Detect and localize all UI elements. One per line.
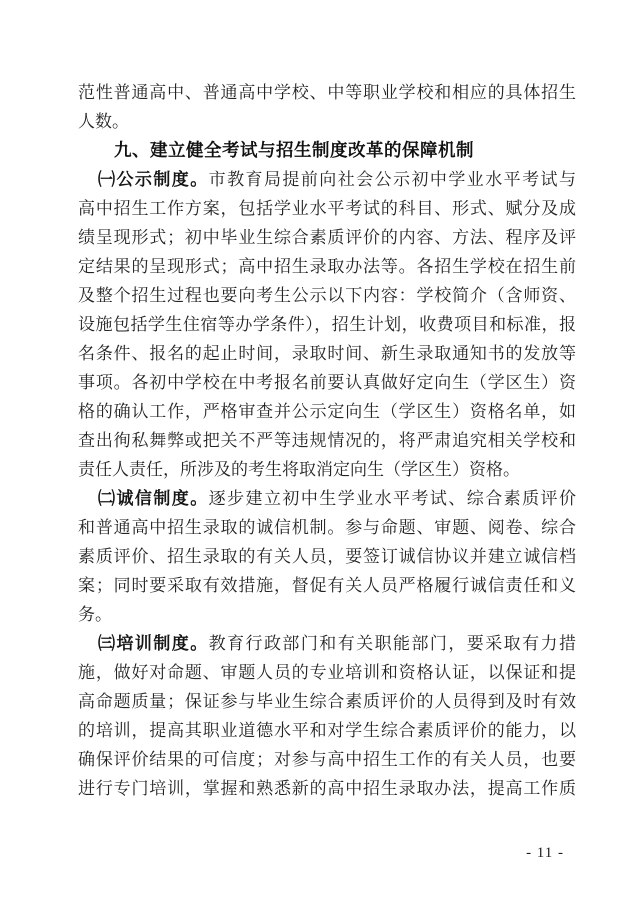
text-line: 人数。 (78, 112, 129, 131)
text-line: 确保评价结果的可信度；对参与高中招生工作的有关人员，也要 (78, 750, 576, 769)
text-line: 的培训，提高其职业道德水平和对学生综合素质评价的能力，以 (78, 721, 576, 740)
text-column (78, 78, 576, 803)
text-line: 名条件、报名的起止时间，录取时间、新生录取通知书的发放等 (78, 344, 576, 363)
page-number: - 11 - (526, 845, 564, 861)
paragraph-lead: ㈢培训制度。 (98, 634, 209, 653)
text-line: 和普通高中招生录取的诚信机制。参与命题、审题、阅卷、综合 (78, 518, 576, 537)
text-line: 绩呈现形式；初中毕业生综合素质评价的内容、方法、程序及评 (78, 228, 576, 247)
paragraph-lead: ㈡诚信制度。 (98, 489, 209, 508)
text-line: 务。 (78, 605, 112, 624)
text-line: ㈡诚信制度。逐步建立初中生学业水平考试、综合素质评价 (98, 489, 576, 508)
paragraph-lead: ㈠公示制度。 (98, 170, 209, 189)
text-line: 素质评价、招生录取的有关人员，要签订诚信协议并建立诚信档 (78, 547, 576, 566)
text-line: 查出徇私舞弊或把关不严等违规情况的，将严肃追究相关学校和 (78, 431, 576, 450)
text-line: 进行专门培训，掌握和熟悉新的高中招生录取办法，提高工作质 (78, 779, 576, 798)
text-line: 定结果的呈现形式；高中招生录取办法等。各招生学校在招生前 (78, 257, 576, 276)
text-line: 高中招生工作方案，包括学业水平考试的科目、形式、赋分及成 (78, 199, 576, 218)
section-heading: 九、建立健全考试与招生制度改革的保障机制 (114, 140, 474, 160)
text-line: ㈢培训制度。教育行政部门和有关职能部门，要采取有力措 (98, 634, 576, 653)
text-line: 施，做好对命题、审题人员的专业培训和资格认证，以保证和提 (78, 663, 576, 682)
text-line: 案；同时要采取有效措施，督促有关人员严格履行诚信责任和义 (78, 576, 576, 595)
text-line: ㈠公示制度。市教育局提前向社会公示初中学业水平考试与 (98, 170, 576, 189)
text-line: 高命题质量；保证参与毕业生综合素质评价的人员得到及时有效 (78, 692, 576, 711)
text-line: 责任人责任，所涉及的考生将取消定向生（学区生）资格。 (78, 460, 520, 479)
text-line: 设施包括学生住宿等办学条件），招生计划，收费项目和标准，报 (78, 315, 576, 334)
text-line: 范性普通高中、普通高中学校、中等职业学校和相应的具体招生 (78, 83, 576, 102)
text-line: 及整个招生过程也要向考生公示以下内容：学校简介（含师资、 (78, 286, 576, 305)
text-line: 格的确认工作，严格审查并公示定向生（学区生）资格名单，如 (78, 402, 576, 421)
text-line: 事项。各初中学校在中考报名前要认真做好定向生（学区生）资 (78, 373, 576, 392)
